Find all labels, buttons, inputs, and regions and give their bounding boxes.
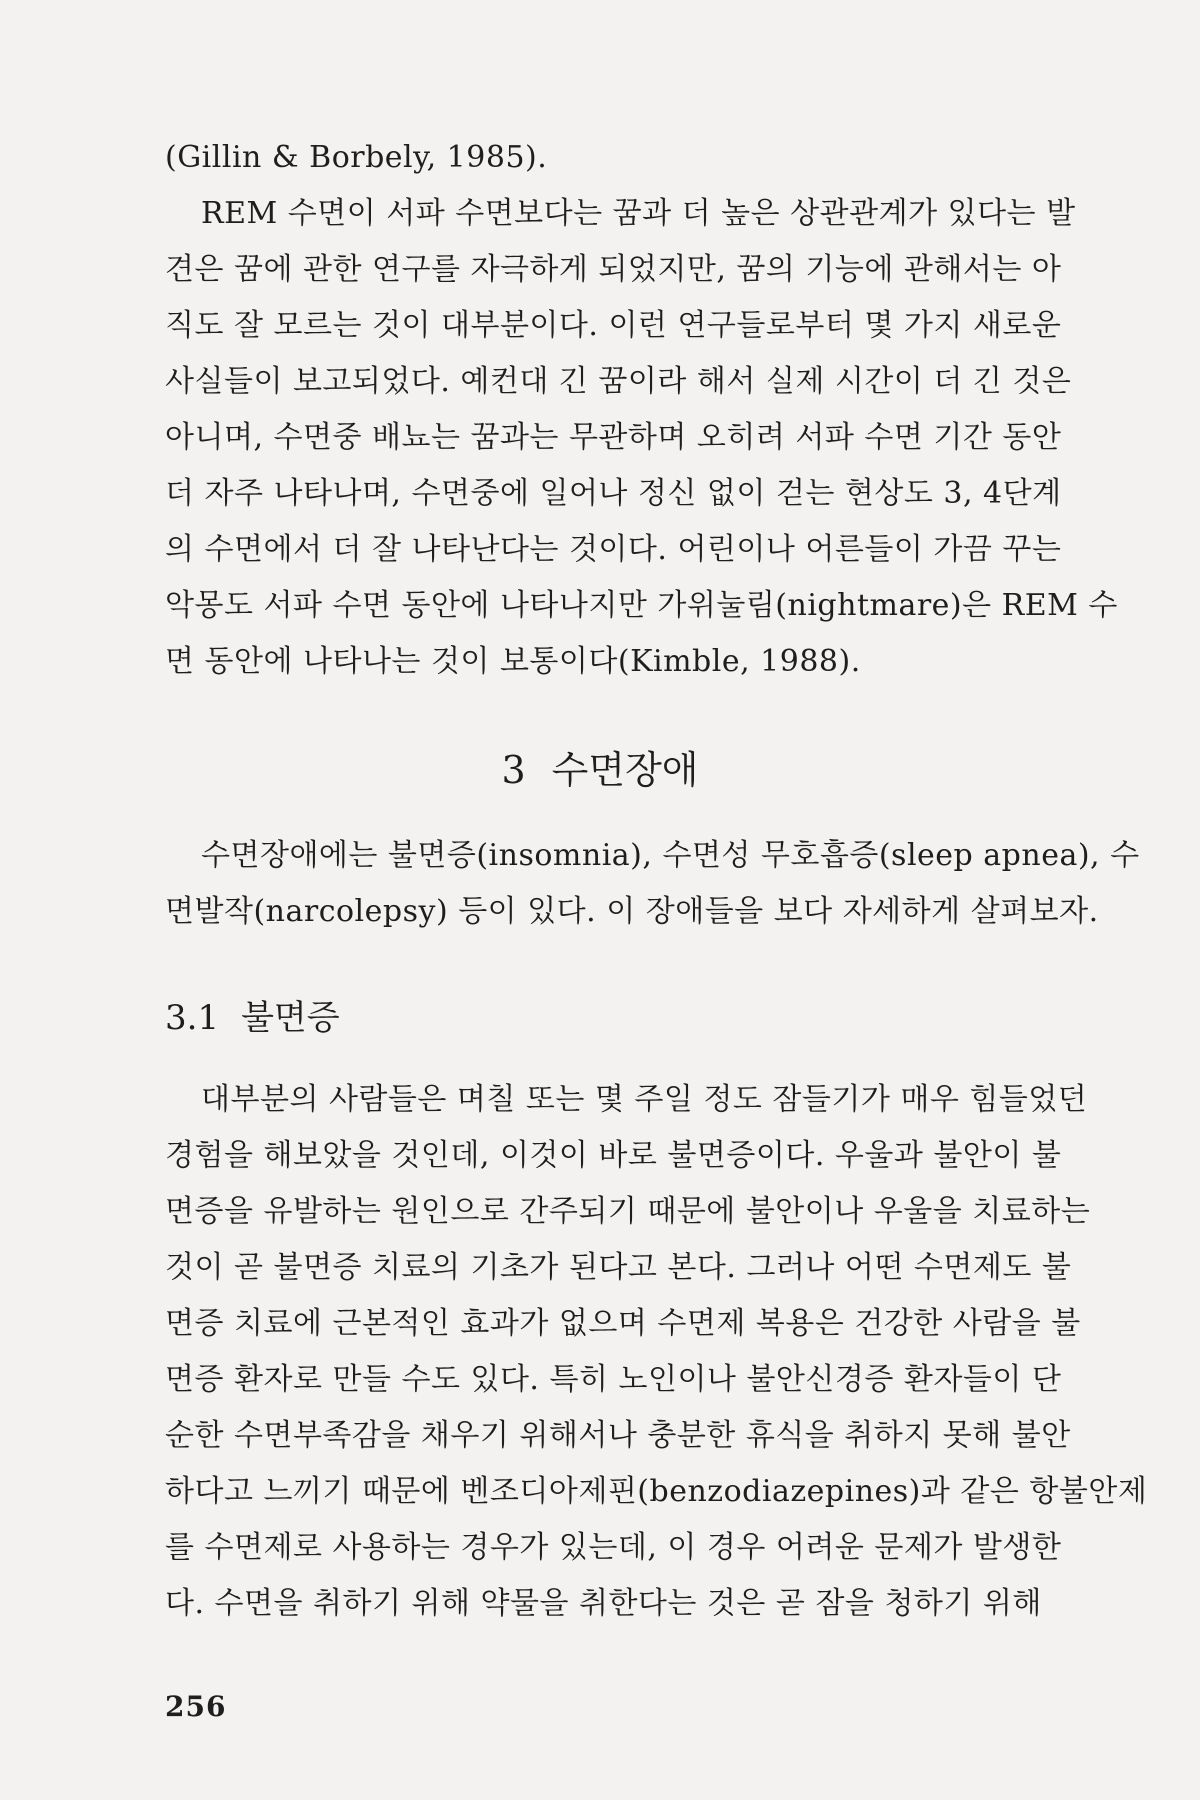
- text-line: 악몽도 서파 수면 동안에 나타나지만 가위눌림(nightmare)은 REM 수: [165, 588, 1118, 623]
- subsection-title: 불면증: [241, 998, 340, 1038]
- section-heading: [0, 740, 1200, 800]
- text-line: 의 수면에서 더 잘 나타난다는 것이다. 어린이나 어른들이 가끔 꾸는: [165, 532, 1062, 567]
- text-line: 면증 치료에 근본적인 효과가 없으며 수면제 복용은 건강한 사람을 불: [165, 1306, 1081, 1341]
- text-line: REM 수면이 서파 수면보다는 꿈과 더 높은 상관관계가 있다는 발: [201, 196, 1076, 231]
- section-number: 3: [501, 748, 526, 792]
- text-line: (Gillin & Borbely, 1985).: [165, 140, 548, 175]
- text-line: 아니며, 수면중 배뇨는 꿈과는 무관하며 오히려 서파 수면 기간 동안: [165, 420, 1062, 455]
- text-line: 것이 곧 불면증 치료의 기초가 된다고 본다. 그러나 어떤 수면제도 불: [165, 1250, 1072, 1285]
- text-line: 경험을 해보았을 것인데, 이것이 바로 불면증이다. 우울과 불안이 불: [165, 1138, 1062, 1173]
- text-line: 면 동안에 나타나는 것이 보통이다(Kimble, 1988).: [165, 644, 861, 679]
- text-line: 면발작(narcolepsy) 등이 있다. 이 장애들을 보다 자세하게 살펴보자.: [165, 894, 1099, 929]
- section-3-paragraph: [165, 828, 1140, 940]
- text-line: 다. 수면을 취하기 위해 약물을 취한다는 것은 곧 잠을 청하기 위해: [165, 1586, 1042, 1621]
- text-line: 면증 환자로 만들 수도 있다. 특히 노인이나 불안신경증 환자들이 단: [165, 1362, 1062, 1397]
- subsection-heading: [165, 990, 340, 1046]
- section-title: 수면장애: [551, 748, 699, 792]
- text-line: 견은 꿈에 관한 연구를 자극하게 되었지만, 꿈의 기능에 관해서는 아: [165, 252, 1062, 287]
- intro-paragraph: [165, 130, 1118, 690]
- text-line: 대부분의 사람들은 며칠 또는 몇 주일 정도 잠들기가 매우 힘들었던: [201, 1082, 1088, 1117]
- text-line: 순한 수면부족감을 채우기 위해서나 충분한 휴식을 취하지 못해 불안: [165, 1418, 1071, 1453]
- text-line: 더 자주 나타나며, 수면중에 일어나 정신 없이 걷는 현상도 3, 4단계: [165, 476, 1062, 511]
- subsection-number: 3.1: [165, 998, 220, 1038]
- page-number: 256: [165, 1690, 227, 1723]
- text-line: 하다고 느끼기 때문에 벤조디아제핀(benzodiazepines)과 같은 항불안제: [165, 1474, 1148, 1509]
- text-line: 수면장애에는 불면증(insomnia), 수면성 무호흡증(sleep apnea), 수: [201, 838, 1140, 873]
- text-line: 사실들이 보고되었다. 예컨대 긴 꿈이라 해서 실제 시간이 더 긴 것은: [165, 364, 1072, 399]
- text-line: 직도 잘 모르는 것이 대부분이다. 이런 연구들로부터 몇 가지 새로운: [165, 308, 1062, 343]
- text-line: 면증을 유발하는 원인으로 간주되기 때문에 불안이나 우울을 치료하는: [165, 1194, 1091, 1229]
- section-3-1-paragraph: [165, 1072, 1148, 1632]
- text-line: 를 수면제로 사용하는 경우가 있는데, 이 경우 어려운 문제가 발생한: [165, 1530, 1062, 1565]
